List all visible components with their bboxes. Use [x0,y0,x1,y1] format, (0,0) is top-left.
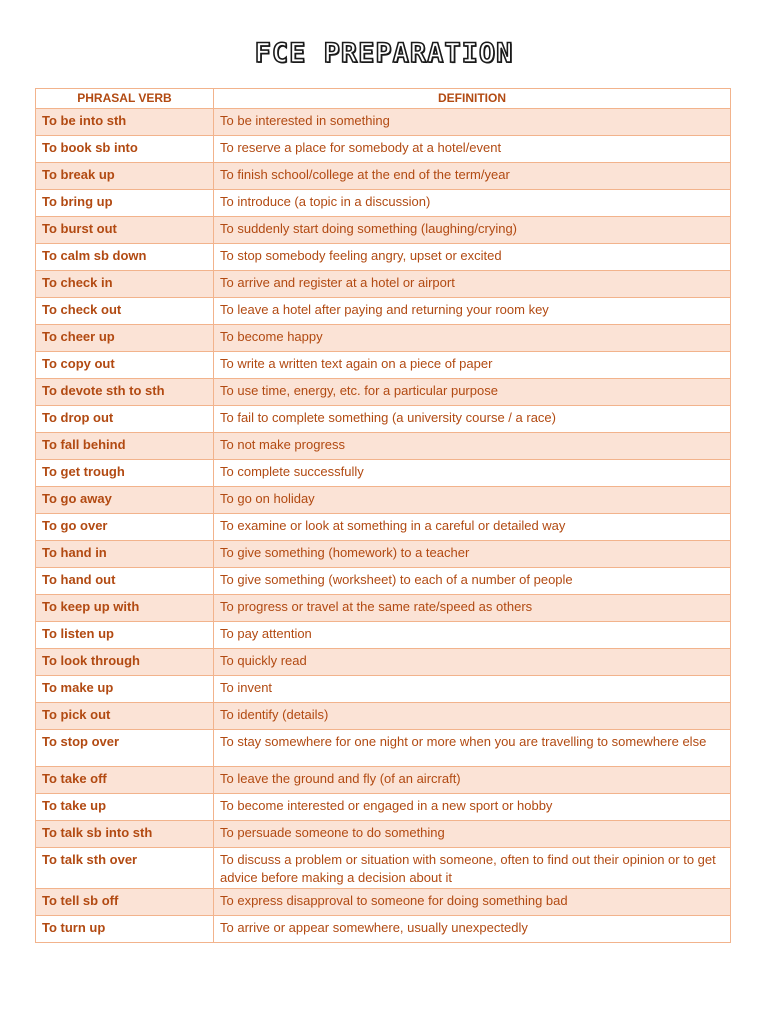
definition-cell: To express disapproval to someone for doing something bad [214,889,731,916]
definition-cell: To become interested or engaged in a new sport or hobby [214,794,731,821]
phrasal-verb-cell: To go away [36,487,214,514]
table-body [36,109,731,943]
table-row [36,460,731,487]
table-row [36,622,731,649]
phrasal-verb-cell: To turn up [36,916,214,943]
table-row [36,190,731,217]
table-row [36,916,731,943]
phrasal-verb-cell: To make up [36,676,214,703]
definition-cell: To stay somewhere for one night or more when you are travelling to somewhere else [214,730,731,767]
phrasal-verb-cell: To stop over [36,730,214,767]
table-row [36,703,731,730]
definition-cell: To discuss a problem or situation with someone, often to find out their opinion or to get advice before making a decision about it [214,848,731,889]
table-row [36,676,731,703]
definition-cell: To not make progress [214,433,731,460]
definition-cell: To reserve a place for somebody at a hotel/event [214,136,731,163]
table-row [36,352,731,379]
table-row [36,794,731,821]
phrasal-verb-cell: To drop out [36,406,214,433]
column-header-phrasal-verb: PHRASAL VERB [36,89,214,109]
definition-cell: To quickly read [214,649,731,676]
phrasal-verb-cell: To take up [36,794,214,821]
phrasal-verb-cell: To take off [36,767,214,794]
definition-cell: To write a written text again on a piece of paper [214,352,731,379]
table-row [36,730,731,767]
definition-cell: To stop somebody feeling angry, upset or excited [214,244,731,271]
phrasal-verb-cell: To pick out [36,703,214,730]
table-row [36,514,731,541]
phrasal-verb-cell: To keep up with [36,595,214,622]
definition-cell: To progress or travel at the same rate/speed as others [214,595,731,622]
phrasal-verb-cell: To calm sb down [36,244,214,271]
phrasal-verb-cell: To listen up [36,622,214,649]
phrasal-verb-cell: To copy out [36,352,214,379]
phrasal-verb-cell: To break up [36,163,214,190]
definition-cell: To leave the ground and fly (of an aircraft) [214,767,731,794]
table-row [36,109,731,136]
definition-cell: To fail to complete something (a university course / a race) [214,406,731,433]
table-row [36,163,731,190]
page-title: FCE PREPARATION [254,38,514,69]
phrasal-verb-cell: To bring up [36,190,214,217]
definition-cell: To arrive and register at a hotel or airport [214,271,731,298]
definition-cell: To give something (homework) to a teacher [214,541,731,568]
phrasal-verb-cell: To devote sth to sth [36,379,214,406]
table-row [36,821,731,848]
definition-cell: To pay attention [214,622,731,649]
definition-cell: To introduce (a topic in a discussion) [214,190,731,217]
phrasal-verb-table [35,88,731,943]
table-row [36,244,731,271]
definition-cell: To invent [214,676,731,703]
phrasal-verb-cell: To hand in [36,541,214,568]
column-header-definition: DEFINITION [214,89,731,109]
definition-cell: To arrive or appear somewhere, usually unexpectedly [214,916,731,943]
definition-cell: To be interested in something [214,109,731,136]
definition-cell: To persuade someone to do something [214,821,731,848]
definition-cell: To go on holiday [214,487,731,514]
phrasal-verb-cell: To cheer up [36,325,214,352]
phrasal-verb-cell: To be into sth [36,109,214,136]
definition-cell: To leave a hotel after paying and returning your room key [214,298,731,325]
phrasal-verb-cell: To talk sth over [36,848,214,889]
table-row [36,487,731,514]
table-row [36,298,731,325]
definition-cell: To identify (details) [214,703,731,730]
table-row [36,649,731,676]
table-row [36,767,731,794]
phrasal-verb-cell: To fall behind [36,433,214,460]
table-row [36,889,731,916]
phrasal-verb-cell: To get trough [36,460,214,487]
phrasal-verb-cell: To talk sb into sth [36,821,214,848]
table-row [36,217,731,244]
table-row [36,379,731,406]
table-row [36,271,731,298]
table-row [36,433,731,460]
table-row [36,568,731,595]
definition-cell: To complete successfully [214,460,731,487]
phrasal-verb-cell: To look through [36,649,214,676]
definition-cell: To become happy [214,325,731,352]
phrasal-verb-cell: To check in [36,271,214,298]
definition-cell: To finish school/college at the end of the term/year [214,163,731,190]
definition-cell: To examine or look at something in a careful or detailed way [214,514,731,541]
phrasal-verb-cell: To go over [36,514,214,541]
table-row [36,848,731,889]
phrasal-verb-cell: To check out [36,298,214,325]
table-row [36,136,731,163]
table-header-row [36,89,731,109]
phrasal-verb-cell: To burst out [36,217,214,244]
table-row [36,541,731,568]
definition-cell: To give something (worksheet) to each of a number of people [214,568,731,595]
definition-cell: To use time, energy, etc. for a particular purpose [214,379,731,406]
phrasal-verb-cell: To hand out [36,568,214,595]
table-row [36,406,731,433]
phrasal-verb-cell: To tell sb off [36,889,214,916]
table-row [36,325,731,352]
table-row [36,595,731,622]
definition-cell: To suddenly start doing something (laughing/crying) [214,217,731,244]
phrasal-verb-cell: To book sb into [36,136,214,163]
